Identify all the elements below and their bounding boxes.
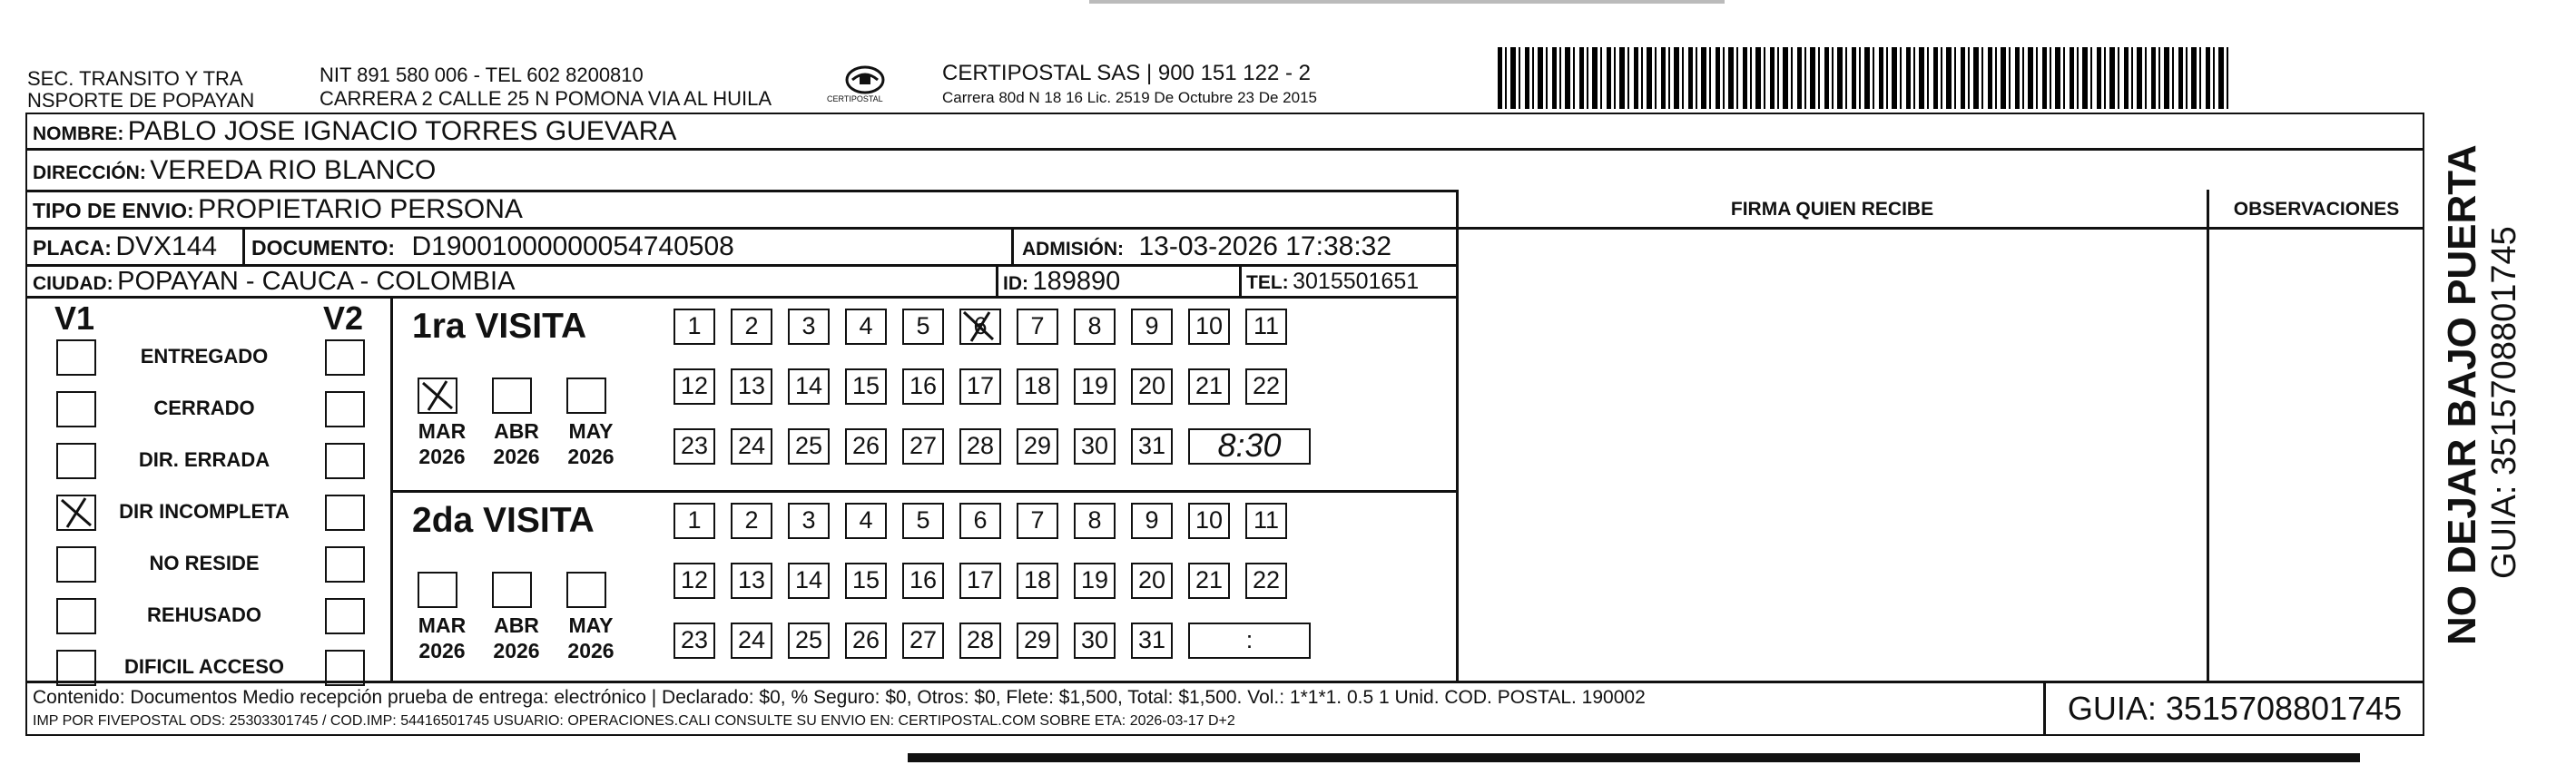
day-box[interactable]: 30 xyxy=(1074,623,1116,659)
day-box[interactable]: 4 xyxy=(845,503,887,539)
imp-line: IMP POR FIVEPOSTAL ODS: 25303301745 / COD.IMP: 54416501745 USUARIO: OPERACIONES.CALI CONSULTE SU ENVIO EN: CERTIPOSTAL.COM SOBRE ETA: 2026-03-17 D+2 xyxy=(33,713,1235,729)
year-label: 2026 xyxy=(567,445,615,468)
status-label: NO RESIDE xyxy=(149,552,260,574)
day-box[interactable]: 24 xyxy=(731,428,772,465)
courier-line2: Carrera 80d N 18 16 Lic. 2519 De Octubre 23 De 2015 xyxy=(942,89,1317,106)
day-box[interactable]: 5 xyxy=(902,309,944,345)
day-box[interactable]: 1 xyxy=(673,309,715,345)
v2-checkbox[interactable] xyxy=(325,391,365,427)
tipo-envio-label: TIPO DE ENVIO: xyxy=(33,199,194,222)
status-label: DIR INCOMPLETA xyxy=(119,500,290,523)
day-box[interactable]: 3 xyxy=(788,309,830,345)
day-box[interactable]: 20 xyxy=(1131,563,1173,599)
day-box[interactable]: 14 xyxy=(788,368,830,405)
day-box[interactable]: 18 xyxy=(1017,563,1058,599)
v2-checkbox[interactable] xyxy=(325,650,365,686)
nombre-row xyxy=(33,116,676,147)
day-box[interactable]: 11 xyxy=(1245,503,1287,539)
day-box[interactable]: 13 xyxy=(731,563,772,599)
status-grid xyxy=(40,312,414,678)
day-box[interactable]: 26 xyxy=(845,623,887,659)
visit-time-field[interactable]: : xyxy=(1188,623,1311,659)
day-box[interactable]: 6 xyxy=(959,309,1001,345)
direccion-label: DIRECCIÓN: xyxy=(33,162,146,183)
day-box[interactable]: 23 xyxy=(673,623,715,659)
entity-name-line2: NSPORTE DE POPAYAN xyxy=(27,89,255,112)
logo-text: CERTIPOSTAL xyxy=(827,94,883,103)
day-box[interactable]: 9 xyxy=(1131,309,1173,345)
day-box[interactable]: 19 xyxy=(1074,563,1116,599)
day-box[interactable]: 17 xyxy=(959,368,1001,405)
v2-checkbox[interactable] xyxy=(325,443,365,479)
status-label: CERRADO xyxy=(153,397,255,419)
bottom-edge xyxy=(908,753,2360,762)
day-box[interactable]: 22 xyxy=(1245,563,1287,599)
day-box[interactable]: 28 xyxy=(959,428,1001,465)
day-box[interactable]: 14 xyxy=(788,563,830,599)
placa-row xyxy=(33,231,217,262)
day-box[interactable]: 4 xyxy=(845,309,887,345)
day-box[interactable]: 5 xyxy=(902,503,944,539)
day-box[interactable]: 16 xyxy=(902,368,944,405)
day-box[interactable]: 6 xyxy=(959,503,1001,539)
day-box[interactable]: 19 xyxy=(1074,368,1116,405)
status-label: REHUSADO xyxy=(147,603,261,626)
month-checkbox[interactable] xyxy=(566,378,606,414)
v1-checkbox[interactable] xyxy=(56,546,96,583)
day-box[interactable]: 1 xyxy=(673,503,715,539)
day-box[interactable]: 31 xyxy=(1131,623,1173,659)
day-box[interactable]: 12 xyxy=(673,368,715,405)
day-box[interactable]: 25 xyxy=(788,623,830,659)
v1-header: V1 xyxy=(54,299,95,337)
day-box[interactable]: 27 xyxy=(902,623,944,659)
v2-checkbox[interactable] xyxy=(325,495,365,531)
year-label: 2026 xyxy=(418,445,466,468)
day-box[interactable]: 16 xyxy=(902,563,944,599)
documento-value: D19001000000054740508 xyxy=(411,231,734,261)
direccion-row xyxy=(33,155,436,186)
nombre-value: PABLO JOSE IGNACIO TORRES GUEVARA xyxy=(127,116,677,146)
contenido-line: Contenido: Documentos Medio recepción prueba de entrega: electrónico | Declarado: $0, % Seguro: $0, Otros: $0, Flete: $1,500, Total: $1,500. Vol.: 1*1*1. 0.5 1 Unid. COD. POSTAL. 190002 xyxy=(33,687,1646,708)
tipo-envio-row xyxy=(33,194,523,225)
day-box[interactable]: 2 xyxy=(731,503,772,539)
status-label: DIR. ERRADA xyxy=(138,448,270,471)
year-label: 2026 xyxy=(418,639,466,662)
nombre-label: NOMBRE: xyxy=(33,123,124,144)
tel-row xyxy=(1246,269,1419,295)
day-box[interactable]: 12 xyxy=(673,563,715,599)
day-box[interactable]: 8 xyxy=(1074,503,1116,539)
day-box[interactable]: 3 xyxy=(788,503,830,539)
day-box[interactable]: 11 xyxy=(1245,309,1287,345)
v2-checkbox[interactable] xyxy=(325,546,365,583)
v2-checkbox[interactable] xyxy=(325,339,365,376)
barcode xyxy=(1498,47,2228,109)
id-row xyxy=(1003,267,1120,297)
v1-checkbox[interactable] xyxy=(56,391,96,427)
day-box[interactable]: 15 xyxy=(845,563,887,599)
month-label: MAY xyxy=(568,419,614,443)
month-label: MAR xyxy=(418,419,467,443)
day-box[interactable]: 24 xyxy=(731,623,772,659)
day-box[interactable]: 21 xyxy=(1188,563,1230,599)
year-label: 2026 xyxy=(493,445,540,468)
no-dejar-bajo-puerta: NO DEJAR BAJO PUERTA xyxy=(2440,144,2484,645)
month-checkbox[interactable] xyxy=(418,378,457,414)
v1-checkbox[interactable] xyxy=(56,339,96,376)
year-label: 2026 xyxy=(493,639,540,662)
month-checkbox[interactable] xyxy=(492,572,532,608)
firma-header: FIRMA QUIEN RECIBE xyxy=(1730,199,1934,220)
year-label: 2026 xyxy=(567,639,615,662)
day-box[interactable]: 23 xyxy=(673,428,715,465)
month-label: MAR xyxy=(418,613,467,637)
day-box[interactable]: 29 xyxy=(1017,428,1058,465)
visit-title: 1ra VISITA xyxy=(412,307,587,346)
day-box[interactable]: 10 xyxy=(1188,309,1230,345)
day-box[interactable]: 13 xyxy=(731,368,772,405)
day-box[interactable]: 2 xyxy=(731,309,772,345)
ciudad-row xyxy=(33,267,515,297)
month-label: MAY xyxy=(568,613,614,637)
documento-label: DOCUMENTO: xyxy=(251,236,396,260)
courier-line1: CERTIPOSTAL SAS | 900 151 122 - 2 xyxy=(942,61,1311,85)
day-box[interactable]: 10 xyxy=(1188,503,1230,539)
address-line: CARRERA 2 CALLE 25 N POMONA VIA AL HUILA xyxy=(320,87,772,110)
v1-checkbox[interactable] xyxy=(56,598,96,634)
day-box[interactable]: 20 xyxy=(1131,368,1173,405)
day-box[interactable]: 17 xyxy=(959,563,1001,599)
day-box[interactable]: 27 xyxy=(902,428,944,465)
month-label: ABR xyxy=(494,419,539,443)
visit-time-field[interactable]: 8:30 xyxy=(1188,428,1311,465)
day-box[interactable]: 7 xyxy=(1017,503,1058,539)
placa-label: PLACA: xyxy=(33,236,112,260)
day-box[interactable]: 28 xyxy=(959,623,1001,659)
day-box[interactable]: 7 xyxy=(1017,309,1058,345)
ciudad-value: POPAYAN - CAUCA - COLOMBIA xyxy=(117,267,516,296)
certipostal-logo xyxy=(840,62,890,113)
v1-checkbox[interactable] xyxy=(56,495,96,531)
day-box[interactable]: 9 xyxy=(1131,503,1173,539)
day-box[interactable]: 15 xyxy=(845,368,887,405)
v2-header: V2 xyxy=(323,299,364,337)
tel-label: TEL: xyxy=(1246,272,1289,293)
nit-line: NIT 891 580 006 - TEL 602 8200810 xyxy=(320,64,644,86)
day-box[interactable]: 18 xyxy=(1017,368,1058,405)
entity-name-line1: SEC. TRANSITO Y TRA xyxy=(27,67,243,90)
day-box[interactable]: 8 xyxy=(1074,309,1116,345)
visit-1-panel xyxy=(392,298,1456,490)
day-box[interactable]: 31 xyxy=(1131,428,1173,465)
admision-label: ADMISIÓN: xyxy=(1022,239,1124,260)
day-box[interactable]: 21 xyxy=(1188,368,1230,405)
tel-value: 3015501651 xyxy=(1293,269,1420,294)
v1-checkbox[interactable] xyxy=(56,650,96,686)
day-box[interactable]: 26 xyxy=(845,428,887,465)
placa-value: DVX144 xyxy=(115,231,218,261)
visit-2-panel xyxy=(392,492,1456,681)
guia-footer-box: GUIA: 3515708801745 xyxy=(2067,690,2403,727)
side-guia: GUIA: 3515708801745 xyxy=(2485,226,2523,579)
id-label: ID: xyxy=(1003,273,1028,294)
day-box[interactable]: 30 xyxy=(1074,428,1116,465)
day-box[interactable]: 25 xyxy=(788,428,830,465)
day-box[interactable]: 22 xyxy=(1245,368,1287,405)
month-checkbox[interactable] xyxy=(566,572,606,608)
month-checkbox[interactable] xyxy=(492,378,532,414)
ciudad-label: CIUDAD: xyxy=(33,273,113,294)
documento-row xyxy=(251,231,734,262)
month-label: ABR xyxy=(494,613,539,637)
day-box[interactable]: 29 xyxy=(1017,623,1058,659)
observaciones-header: OBSERVACIONES xyxy=(2233,199,2400,220)
month-checkbox[interactable] xyxy=(418,572,457,608)
top-edge xyxy=(1089,0,1725,4)
status-label: DIFICIL ACCESO xyxy=(123,655,284,678)
v1-checkbox[interactable] xyxy=(56,443,96,479)
v2-checkbox[interactable] xyxy=(325,598,365,634)
admision-row xyxy=(1022,231,1391,262)
visit-title: 2da VISITA xyxy=(412,501,595,540)
direccion-value: VEREDA RIO BLANCO xyxy=(150,155,437,185)
id-value: 189890 xyxy=(1032,267,1121,296)
status-label: ENTREGADO xyxy=(140,345,269,368)
admision-value: 13-03-2026 17:38:32 xyxy=(1138,231,1392,261)
tipo-envio-value: PROPIETARIO PERSONA xyxy=(198,194,523,224)
